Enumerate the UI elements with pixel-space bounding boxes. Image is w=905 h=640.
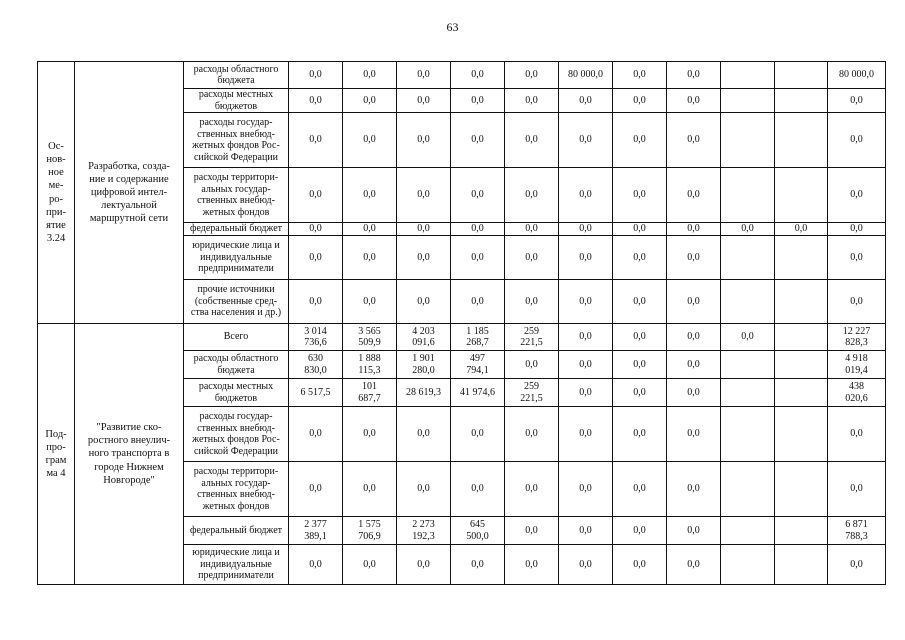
amount-cell: 2 377 389,1 <box>289 517 343 545</box>
funding-source-cell: расходы местных бюджетов <box>184 379 289 407</box>
amount-cell: 0,0 <box>289 223 343 236</box>
amount-cell <box>775 407 828 462</box>
funding-source-cell: расходы территори- альных государ- ственных внебюд- жетных фондов <box>184 462 289 517</box>
amount-cell: 0,0 <box>559 379 613 407</box>
amount-cell: 0,0 <box>667 462 721 517</box>
amount-cell: 0,0 <box>289 280 343 324</box>
amount-cell: 0,0 <box>667 351 721 379</box>
funding-source-cell: расходы областного бюджета <box>184 62 289 89</box>
amount-cell: 0,0 <box>559 462 613 517</box>
amount-cell: 0,0 <box>667 223 721 236</box>
amount-cell: 0,0 <box>828 462 886 517</box>
amount-cell: 0,0 <box>451 113 505 168</box>
amount-cell: 0,0 <box>451 407 505 462</box>
amount-cell <box>721 407 775 462</box>
amount-cell: 0,0 <box>505 545 559 585</box>
amount-cell: 0,0 <box>828 407 886 462</box>
amount-cell: 0,0 <box>613 545 667 585</box>
amount-cell: 0,0 <box>828 280 886 324</box>
amount-cell: 0,0 <box>505 168 559 223</box>
amount-cell: 0,0 <box>451 236 505 280</box>
amount-cell <box>721 462 775 517</box>
amount-cell: 0,0 <box>613 62 667 89</box>
amount-cell: 0,0 <box>667 545 721 585</box>
amount-cell: 0,0 <box>667 407 721 462</box>
amount-cell: 259 221,5 <box>505 324 559 351</box>
amount-cell: 0,0 <box>505 89 559 113</box>
amount-cell: 0,0 <box>667 236 721 280</box>
amount-cell: 1 901 280,0 <box>397 351 451 379</box>
amount-cell: 0,0 <box>289 62 343 89</box>
amount-cell: 0,0 <box>397 407 451 462</box>
amount-cell: 0,0 <box>559 517 613 545</box>
amount-cell: 630 830,0 <box>289 351 343 379</box>
amount-cell: 0,0 <box>397 545 451 585</box>
amount-cell <box>775 324 828 351</box>
amount-cell: 0,0 <box>559 236 613 280</box>
amount-cell: 0,0 <box>343 462 397 517</box>
amount-cell: 0,0 <box>559 113 613 168</box>
amount-cell <box>775 168 828 223</box>
amount-cell: 12 227 828,3 <box>828 324 886 351</box>
amount-cell: 0,0 <box>397 223 451 236</box>
amount-cell: 0,0 <box>397 236 451 280</box>
measure-name-cell: Разработка, созда- ние и содержание цифровой интел- лектуальной маршрутной сети <box>75 62 184 324</box>
funding-source-cell: юридические лица и индивидуальные предприниматели <box>184 236 289 280</box>
amount-cell: 0,0 <box>505 236 559 280</box>
amount-cell <box>775 462 828 517</box>
amount-cell: 0,0 <box>451 89 505 113</box>
amount-cell: 0,0 <box>343 236 397 280</box>
amount-cell <box>775 62 828 89</box>
funding-source-cell: Всего <box>184 324 289 351</box>
amount-cell: 0,0 <box>721 324 775 351</box>
amount-cell <box>721 379 775 407</box>
amount-cell: 0,0 <box>343 89 397 113</box>
amount-cell: 0,0 <box>775 223 828 236</box>
amount-cell: 0,0 <box>505 517 559 545</box>
amount-cell: 0,0 <box>559 89 613 113</box>
amount-cell: 1 575 706,9 <box>343 517 397 545</box>
amount-cell: 0,0 <box>613 113 667 168</box>
amount-cell: 0,0 <box>397 462 451 517</box>
amount-cell: 0,0 <box>667 280 721 324</box>
amount-cell: 0,0 <box>559 223 613 236</box>
funding-source-cell: федеральный бюджет <box>184 223 289 236</box>
amount-cell: 0,0 <box>451 223 505 236</box>
funding-source-cell: расходы государ- ственных внебюд- жетных фондов Рос- сийской Федерации <box>184 407 289 462</box>
amount-cell: 0,0 <box>505 62 559 89</box>
amount-cell: 0,0 <box>559 324 613 351</box>
amount-cell <box>775 89 828 113</box>
amount-cell <box>775 545 828 585</box>
amount-cell: 0,0 <box>613 517 667 545</box>
amount-cell <box>721 89 775 113</box>
amount-cell: 0,0 <box>667 517 721 545</box>
amount-cell: 0,0 <box>289 236 343 280</box>
amount-cell: 0,0 <box>343 62 397 89</box>
table-row <box>38 62 886 89</box>
amount-cell: 0,0 <box>343 280 397 324</box>
amount-cell <box>775 236 828 280</box>
amount-cell: 0,0 <box>559 545 613 585</box>
amount-cell: 0,0 <box>289 89 343 113</box>
amount-cell: 0,0 <box>667 89 721 113</box>
amount-cell: 4 203 091,6 <box>397 324 451 351</box>
amount-cell: 0,0 <box>505 280 559 324</box>
amount-cell: 0,0 <box>613 407 667 462</box>
amount-cell: 80 000,0 <box>559 62 613 89</box>
amount-cell: 28 619,3 <box>397 379 451 407</box>
amount-cell: 0,0 <box>613 324 667 351</box>
amount-cell: 6 517,5 <box>289 379 343 407</box>
measure-code-cell: Ос- нов- ное ме- ро- при- ятие 3.24 <box>38 62 75 324</box>
funding-source-cell: расходы местных бюджетов <box>184 89 289 113</box>
amount-cell <box>721 236 775 280</box>
amount-cell: 0,0 <box>559 168 613 223</box>
amount-cell: 0,0 <box>667 168 721 223</box>
funding-source-cell: расходы областного бюджета <box>184 351 289 379</box>
amount-cell: 0,0 <box>613 89 667 113</box>
amount-cell: 0,0 <box>289 462 343 517</box>
amount-cell: 0,0 <box>289 545 343 585</box>
amount-cell: 0,0 <box>559 407 613 462</box>
budget-table-body <box>38 62 886 585</box>
amount-cell: 6 871 788,3 <box>828 517 886 545</box>
amount-cell: 0,0 <box>667 379 721 407</box>
amount-cell: 0,0 <box>451 462 505 517</box>
amount-cell: 0,0 <box>343 223 397 236</box>
amount-cell: 0,0 <box>451 62 505 89</box>
amount-cell <box>775 379 828 407</box>
amount-cell <box>721 113 775 168</box>
amount-cell: 0,0 <box>505 407 559 462</box>
amount-cell: 0,0 <box>559 280 613 324</box>
amount-cell: 0,0 <box>613 280 667 324</box>
amount-cell: 41 974,6 <box>451 379 505 407</box>
amount-cell: 645 500,0 <box>451 517 505 545</box>
amount-cell: 1 888 115,3 <box>343 351 397 379</box>
amount-cell: 0,0 <box>828 236 886 280</box>
amount-cell: 0,0 <box>613 379 667 407</box>
amount-cell <box>775 280 828 324</box>
amount-cell: 0,0 <box>505 462 559 517</box>
subprogram-name-cell: "Развитие ско- ростного внеулич- ного транспорта в городе Нижнем Новгороде" <box>75 324 184 585</box>
amount-cell <box>721 280 775 324</box>
budget-table <box>37 61 886 585</box>
amount-cell <box>721 517 775 545</box>
amount-cell: 0,0 <box>397 62 451 89</box>
amount-cell: 0,0 <box>613 351 667 379</box>
amount-cell <box>721 351 775 379</box>
funding-source-cell: юридические лица и индивидуальные предприниматели <box>184 545 289 585</box>
amount-cell: 0,0 <box>828 223 886 236</box>
page-number: 63 <box>446 20 459 34</box>
amount-cell: 80 000,0 <box>828 62 886 89</box>
amount-cell: 0,0 <box>505 113 559 168</box>
amount-cell: 3 565 509,9 <box>343 324 397 351</box>
amount-cell: 0,0 <box>828 545 886 585</box>
amount-cell: 0,0 <box>451 545 505 585</box>
amount-cell: 0,0 <box>613 168 667 223</box>
amount-cell: 0,0 <box>613 223 667 236</box>
amount-cell: 0,0 <box>721 223 775 236</box>
amount-cell: 3 014 736,6 <box>289 324 343 351</box>
amount-cell: 0,0 <box>828 168 886 223</box>
subprogram-code-cell: Под- про- грам ма 4 <box>38 324 75 585</box>
amount-cell: 259 221,5 <box>505 379 559 407</box>
amount-cell: 0,0 <box>343 113 397 168</box>
amount-cell: 0,0 <box>613 462 667 517</box>
amount-cell: 0,0 <box>451 280 505 324</box>
amount-cell: 0,0 <box>505 223 559 236</box>
amount-cell: 0,0 <box>289 407 343 462</box>
amount-cell: 0,0 <box>397 280 451 324</box>
amount-cell: 0,0 <box>397 168 451 223</box>
amount-cell: 0,0 <box>289 168 343 223</box>
amount-cell <box>721 168 775 223</box>
amount-cell <box>721 545 775 585</box>
amount-cell: 0,0 <box>289 113 343 168</box>
amount-cell: 438 020,6 <box>828 379 886 407</box>
amount-cell: 0,0 <box>828 113 886 168</box>
amount-cell: 0,0 <box>505 351 559 379</box>
amount-cell <box>775 517 828 545</box>
amount-cell: 0,0 <box>667 62 721 89</box>
amount-cell: 4 918 019,4 <box>828 351 886 379</box>
amount-cell: 0,0 <box>613 236 667 280</box>
amount-cell <box>721 62 775 89</box>
amount-cell: 497 794,1 <box>451 351 505 379</box>
amount-cell: 1 185 268,7 <box>451 324 505 351</box>
amount-cell: 0,0 <box>397 113 451 168</box>
amount-cell: 0,0 <box>343 168 397 223</box>
funding-source-cell: федеральный бюджет <box>184 517 289 545</box>
table-row <box>38 324 886 351</box>
funding-source-cell: расходы территори- альных государ- ственных внебюд- жетных фондов <box>184 168 289 223</box>
amount-cell: 0,0 <box>451 168 505 223</box>
amount-cell: 0,0 <box>343 407 397 462</box>
funding-source-cell: расходы государ- ственных внебюд- жетных фондов Рос- сийской Федерации <box>184 113 289 168</box>
amount-cell <box>775 351 828 379</box>
amount-cell: 0,0 <box>667 113 721 168</box>
amount-cell: 0,0 <box>343 545 397 585</box>
amount-cell: 0,0 <box>397 89 451 113</box>
funding-source-cell: прочие источники (собственные сред- ства населения и др.) <box>184 280 289 324</box>
amount-cell: 0,0 <box>559 351 613 379</box>
amount-cell <box>775 113 828 168</box>
amount-cell: 0,0 <box>667 324 721 351</box>
amount-cell: 2 273 192,3 <box>397 517 451 545</box>
amount-cell: 0,0 <box>828 89 886 113</box>
amount-cell: 101 687,7 <box>343 379 397 407</box>
